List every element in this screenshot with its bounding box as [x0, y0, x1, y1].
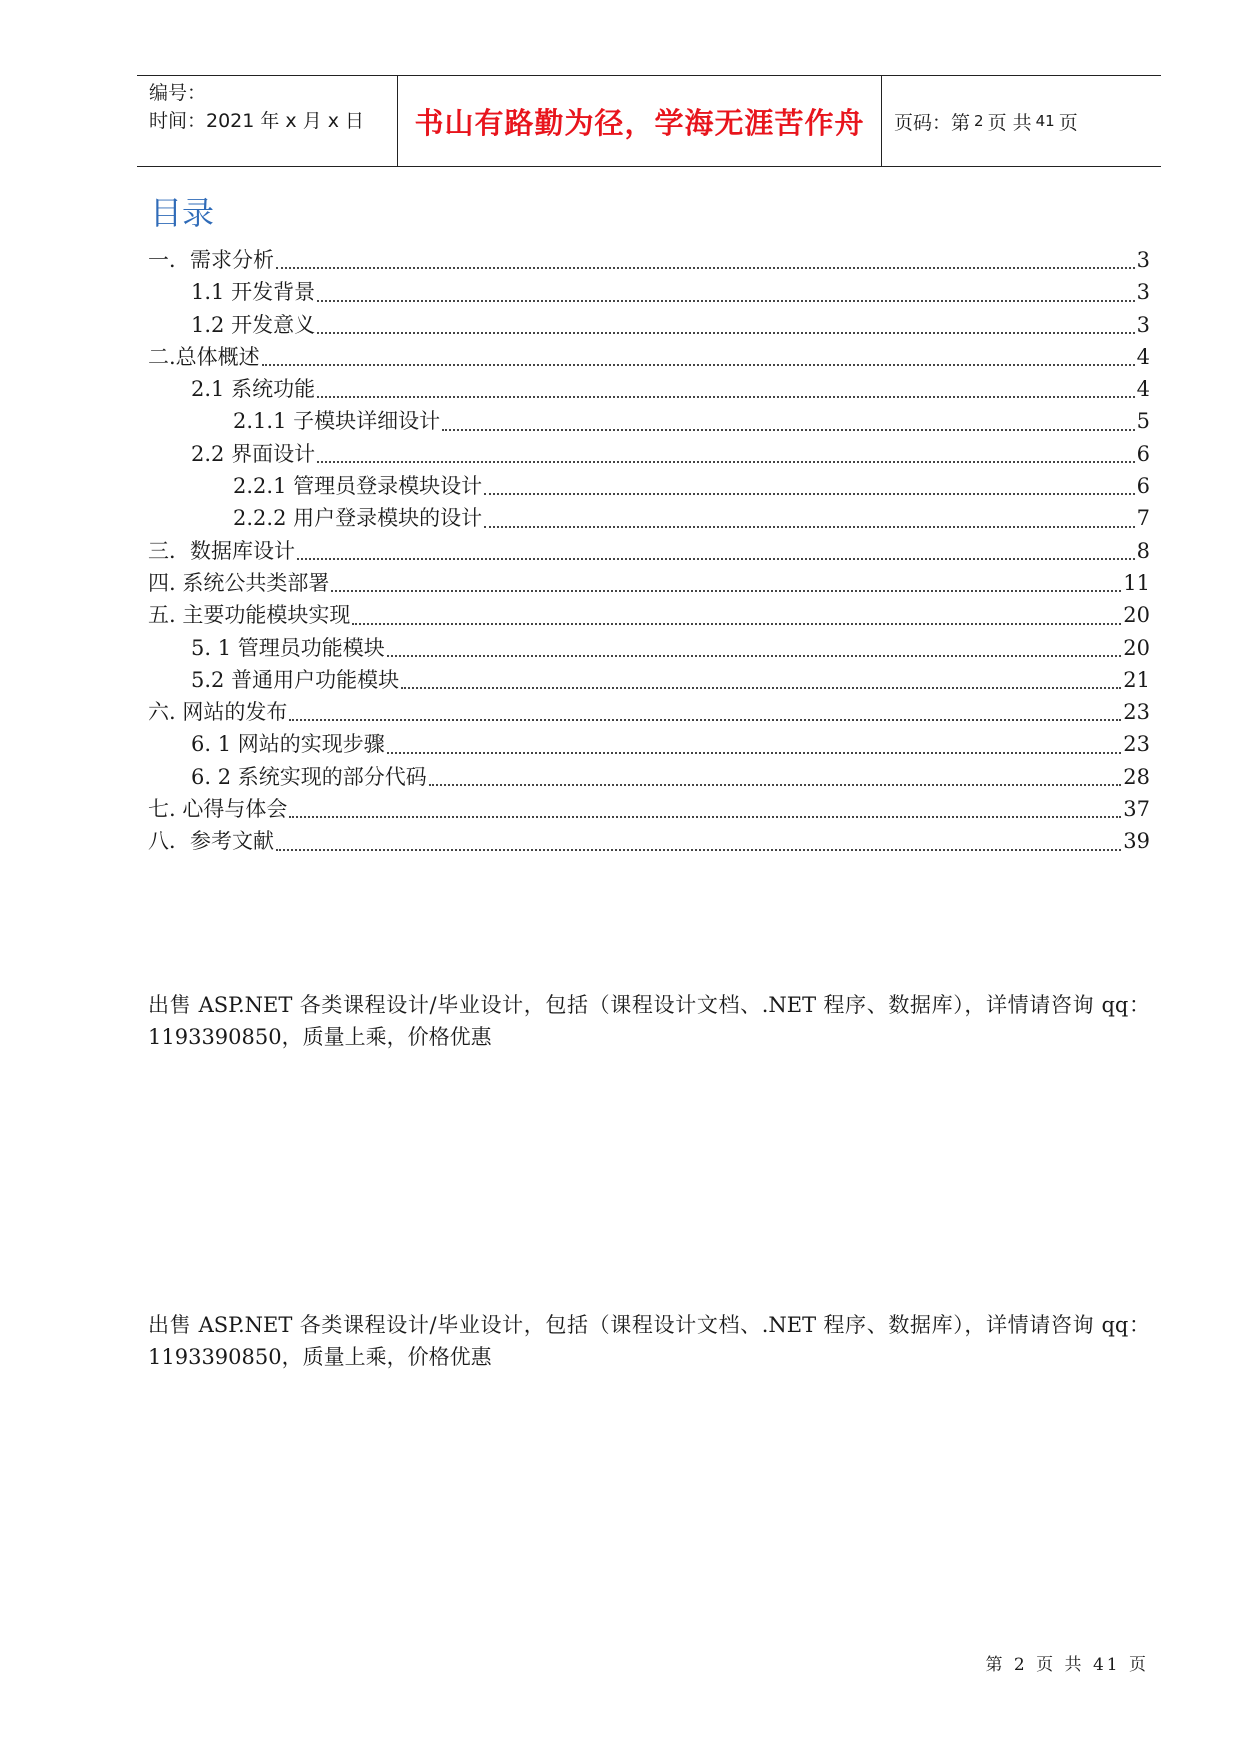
toc-leader: [289, 718, 1121, 721]
toc-entry-page: 8: [1136, 538, 1150, 563]
toc-entry-page: 3: [1136, 248, 1150, 272]
toc-entry-page: 37: [1123, 797, 1150, 822]
toc-leader: [317, 460, 1135, 463]
toc-entry-label: 6. 1 网站的实现步骤: [191, 732, 385, 757]
toc-leader: [289, 815, 1121, 818]
page-footer: 第 2 页 共 41 页: [985, 1655, 1149, 1675]
toc-entry[interactable]: [148, 728, 1150, 760]
toc-entry-label: 2.2.2 用户登录模块的设计: [233, 506, 483, 531]
toc-entry-page: 23: [1123, 732, 1150, 757]
toc-entry-page: 3: [1136, 280, 1150, 305]
toc-entry-page: 3: [1136, 312, 1150, 337]
toc-leader: [317, 331, 1135, 334]
page-middle: 页 共: [987, 111, 1032, 134]
ad-paragraph: 出售 ASP.NET 各类课程设计/毕业设计，包括（课程设计文档、.NET 程序、数据库），详情请咨询 qq：1193390850，质量上乘，价格优惠: [148, 993, 1150, 1049]
toc-entry-page: 6: [1136, 474, 1150, 499]
toc-leader: [276, 266, 1135, 269]
motto: 书山有路勤为径，学海无涯苦作舟: [414, 105, 865, 140]
toc-title: 目录: [150, 194, 215, 232]
toc-entry-label: 2.1.1 子模块详细设计: [233, 409, 441, 434]
toc-entry[interactable]: [148, 373, 1150, 405]
toc-leader: [317, 395, 1135, 398]
toc-entry-page: 39: [1123, 829, 1150, 854]
toc-entry[interactable]: [148, 761, 1150, 793]
toc-leader: [484, 492, 1135, 495]
toc-entry-label: 2.2.1 管理员登录模块设计: [233, 474, 483, 499]
toc-entry-label: 三．数据库设计: [148, 538, 295, 563]
ad-paragraph: 出售 ASP.NET 各类课程设计/毕业设计，包括（课程设计文档、.NET 程序、数据库），详情请咨询 qq：1193390850，质量上乘，价格优惠: [148, 1313, 1150, 1369]
toc-entry[interactable]: [148, 244, 1150, 276]
page-current: 2: [974, 112, 984, 130]
toc-entry-label: 1.2 开发意义: [191, 312, 316, 337]
toc-entry-page: 23: [1123, 700, 1150, 725]
toc-entry-label: 二.总体概述: [148, 344, 260, 369]
toc-entry[interactable]: [148, 825, 1150, 857]
page-suffix: 页: [1058, 111, 1078, 134]
header-motto-cell: [398, 76, 882, 166]
toc-entry[interactable]: [148, 793, 1150, 825]
toc-entry[interactable]: [148, 276, 1150, 308]
toc-leader: [429, 783, 1122, 786]
toc-entry-label: 四. 系统公共类部署: [148, 570, 330, 595]
toc-leader: [262, 363, 1135, 366]
page-prefix: 页码：第: [894, 111, 971, 134]
toc-entry[interactable]: [148, 632, 1150, 664]
toc-entry-label: 1.1 开发背景: [191, 280, 316, 305]
toc-leader: [442, 428, 1135, 431]
toc-entry-page: 4: [1136, 344, 1150, 369]
toc-entry-page: 28: [1123, 764, 1150, 789]
toc-entry[interactable]: [148, 696, 1150, 728]
page-header: [137, 75, 1161, 167]
toc-leader: [387, 654, 1122, 657]
toc-entry-label: 八．参考文献: [148, 829, 274, 854]
toc-entry[interactable]: [148, 438, 1150, 470]
toc-entry-page: 7: [1136, 506, 1150, 531]
toc-leader: [276, 848, 1121, 851]
toc-entry-label: 一．需求分析: [148, 248, 274, 272]
toc-entry[interactable]: [148, 535, 1150, 567]
toc-entry[interactable]: [148, 405, 1150, 437]
toc-entry-page: 20: [1123, 603, 1150, 628]
toc-entry-page: 20: [1123, 635, 1150, 660]
toc-entry-label: 5. 1 管理员功能模块: [191, 635, 385, 660]
toc-entry-label: 2.1 系统功能: [191, 377, 316, 402]
toc-leader: [331, 589, 1121, 592]
toc-entry-label: 六. 网站的发布: [148, 700, 288, 725]
toc-entry[interactable]: [148, 502, 1150, 534]
toc-entry[interactable]: [148, 599, 1150, 631]
toc-leader: [297, 557, 1135, 560]
table-of-contents: [148, 244, 1150, 858]
toc-entry-page: 5: [1136, 409, 1150, 434]
toc-entry-label: 5.2 普通用户功能模块: [191, 667, 400, 692]
toc-entry[interactable]: [148, 664, 1150, 696]
header-page-number: [882, 76, 1161, 166]
header-meta: [137, 76, 398, 166]
code-label: 编号：: [149, 82, 207, 104]
toc-entry-page: 6: [1136, 441, 1150, 466]
toc-entry-page: 4: [1136, 377, 1150, 402]
toc-entry-label: 2.2 界面设计: [191, 441, 316, 466]
toc-entry-page: 21: [1123, 667, 1150, 692]
toc-leader: [484, 525, 1135, 528]
toc-entry-label: 6. 2 系统实现的部分代码: [191, 764, 427, 789]
toc-leader: [352, 622, 1121, 625]
toc-entry[interactable]: [148, 341, 1150, 373]
toc-leader: [401, 686, 1121, 689]
toc-leader: [317, 299, 1135, 302]
toc-entry[interactable]: [148, 567, 1150, 599]
toc-entry-label: 七. 心得与体会: [148, 797, 288, 822]
page-total: 41: [1035, 112, 1055, 130]
toc-entry[interactable]: [148, 309, 1150, 341]
toc-entry[interactable]: [148, 470, 1150, 502]
toc-entry-page: 11: [1123, 570, 1150, 595]
toc-entry-label: 五. 主要功能模块实现: [148, 603, 351, 628]
toc-leader: [387, 751, 1122, 754]
time-label: 时间：2021 年 x 月 x 日: [149, 110, 365, 132]
